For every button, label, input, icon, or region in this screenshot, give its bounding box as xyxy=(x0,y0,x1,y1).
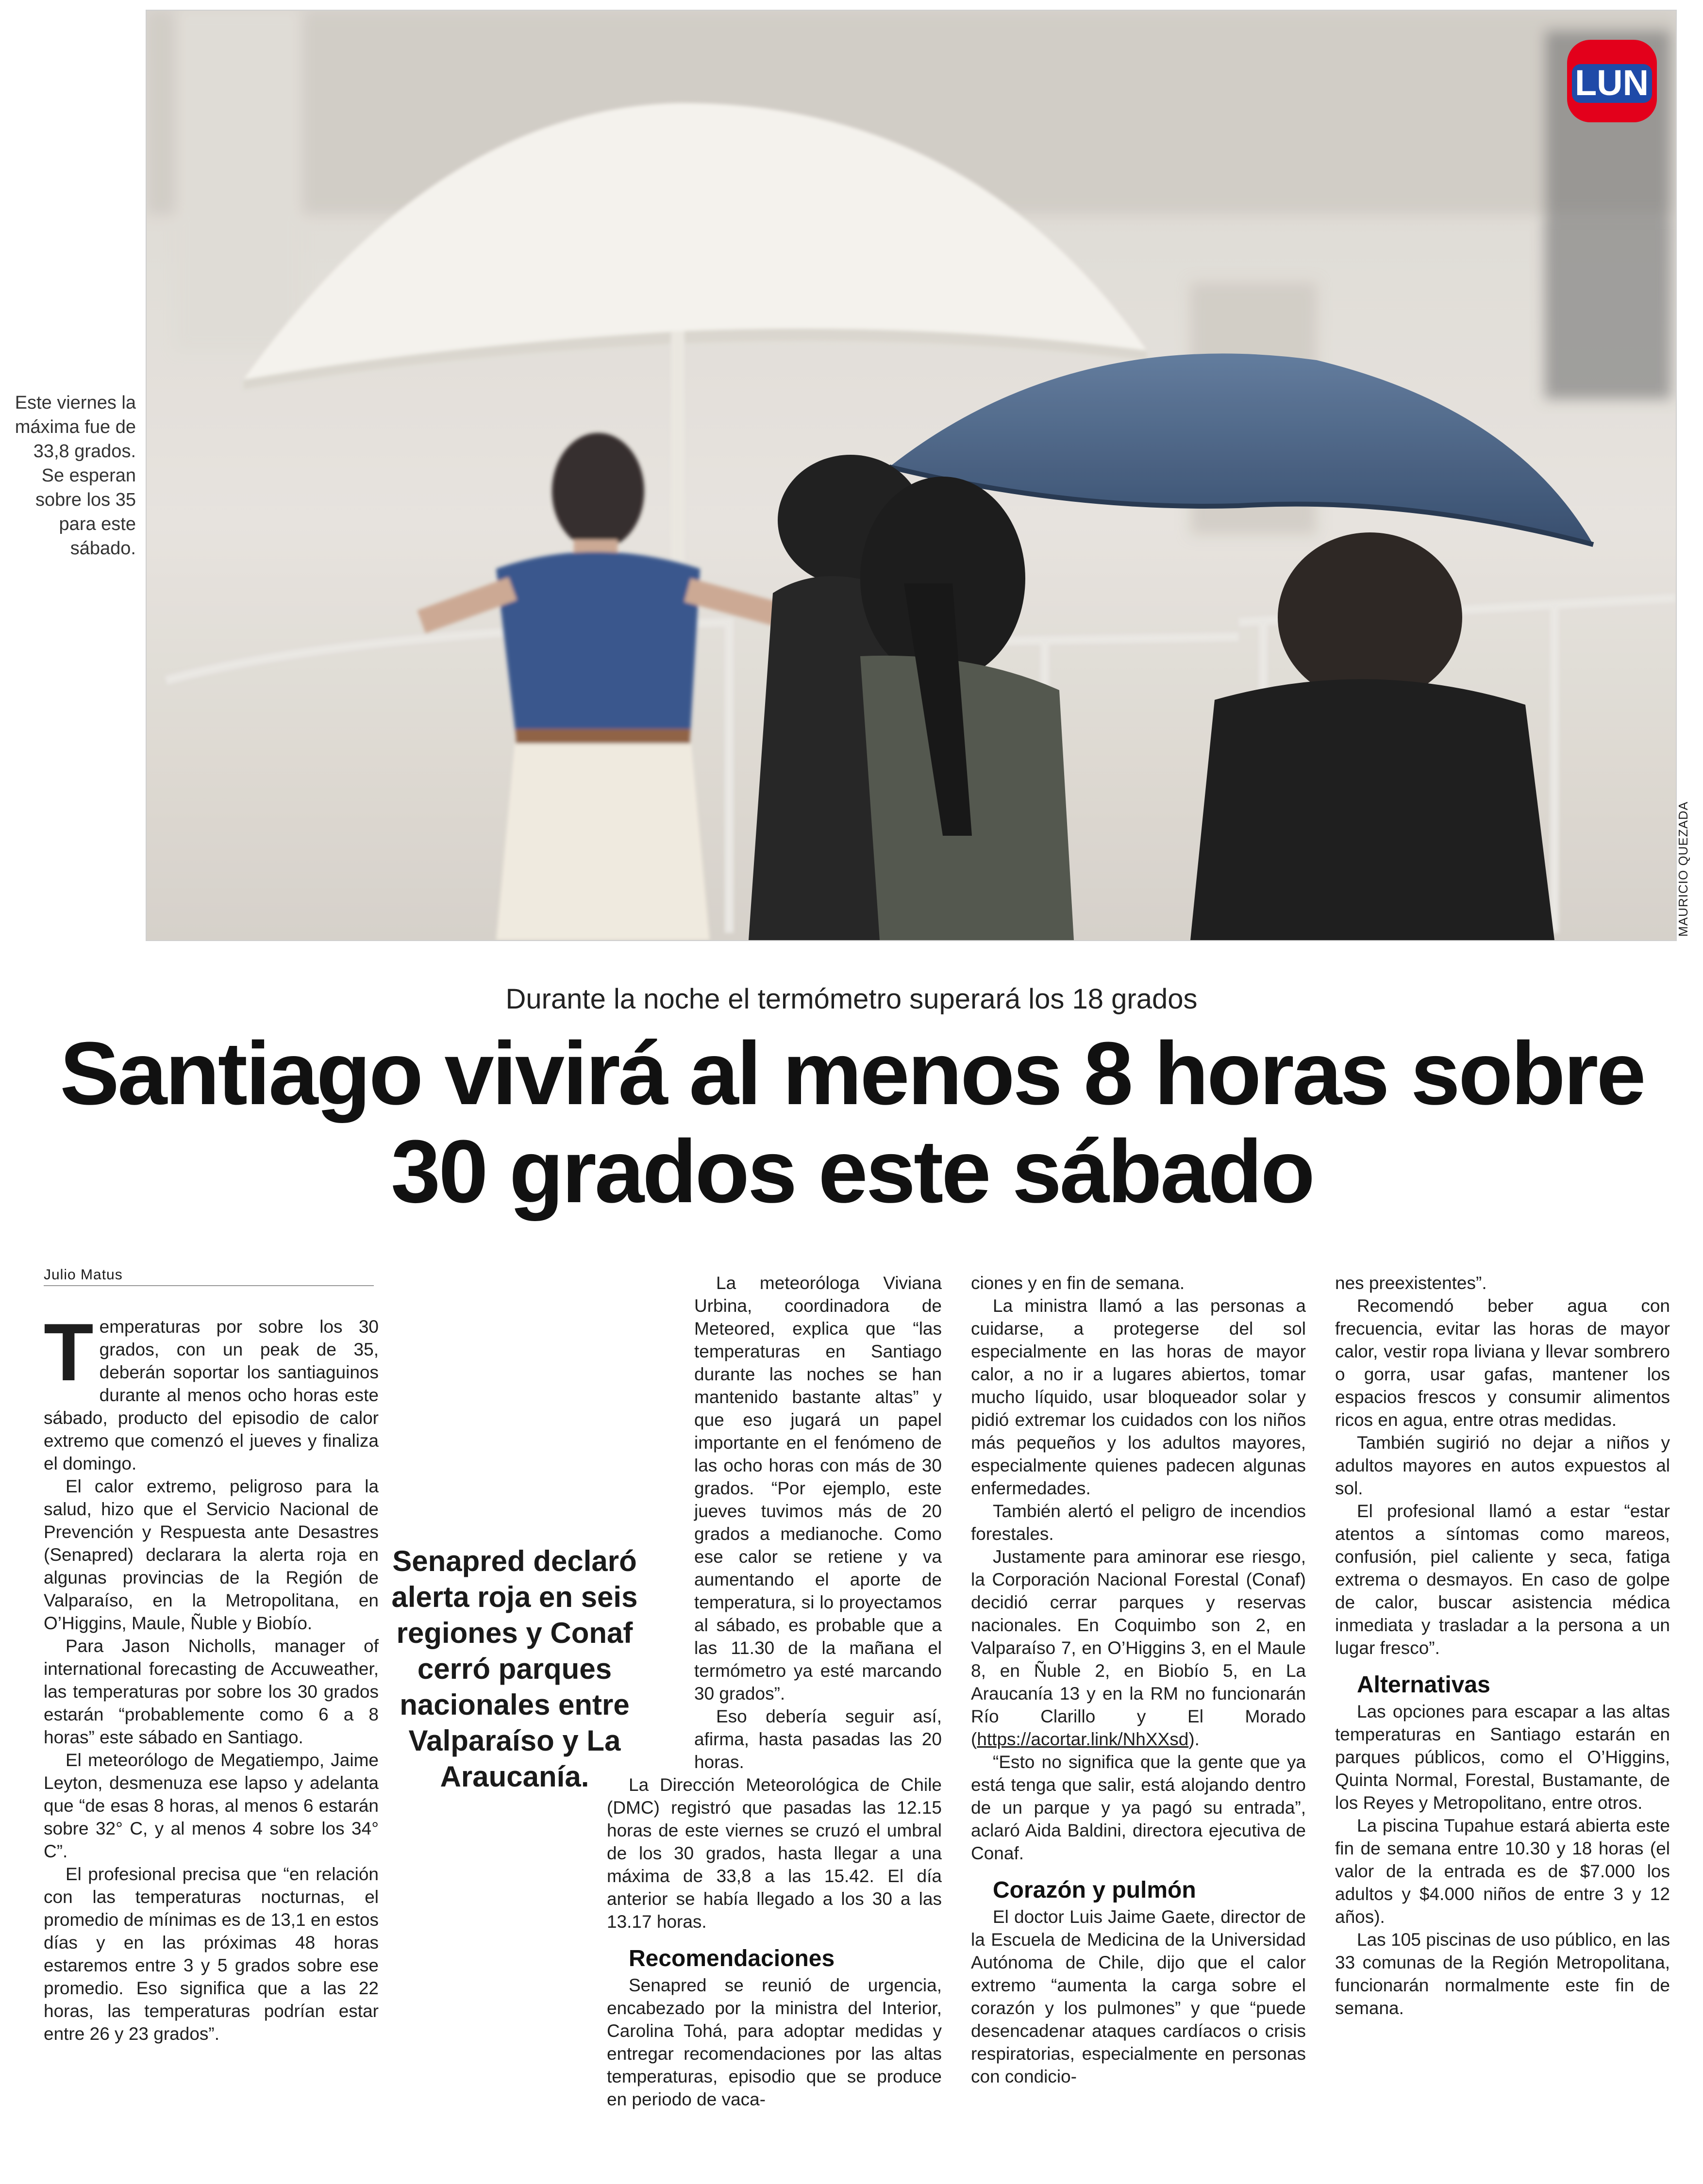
article-paragraph: El profesional precisa que “en relación con las temperaturas nocturnas, el promedio de mínimas es de 13,1 en estos días y en las próximas 48 horas estaremos entre 3 y 5 grados sobre ese promedio. Eso significa que a las 22 horas, las temperaturas podrían estar entre 26 y 23 grados”. xyxy=(44,1864,379,2044)
pull-quote-wrap-space xyxy=(607,1500,694,1771)
article-paragraph: También sugirió no dejar a niños y adultos mayores en autos expuestos al sol. xyxy=(1335,1433,1670,1498)
article-paragraph: El meteorólogo de Megatiempo, Jaime Leyton, desmenuza ese lapso y adelanta que “de esas 8 horas, al menos 6 estarán sobre 32° C, y al menos 4 sobre los 34° C”. xyxy=(44,1750,379,1861)
subhead-recomendaciones: Recomendaciones xyxy=(629,1946,835,1971)
headline-line-1: Santiago vivirá al menos 8 horas sobre xyxy=(60,1023,1644,1123)
photo-caption: Este viernes la máxima fue de 33,8 grados. Se esperan sobre los 35 para este sábado. xyxy=(15,393,136,559)
conaf-link[interactable]: https://acortar.link/NhXXsd xyxy=(977,1729,1189,1749)
article-paragraph: La ministra llamó a las personas a cuidarse, a protegerse del sol especialmente en las horas de mayor calor, a no ir a lugares abiertos, tomar mucho líquido, usar bloqueador solar y pidió extremar los cuidados con los niños más pequeños y los adultos mayores, especialmente quienes padecen algunas enfermedades. xyxy=(971,1296,1306,1498)
article-column-2 xyxy=(607,1272,942,2111)
subhead-alternativas: Alternativas xyxy=(1357,1672,1490,1698)
article-paragraph: Eso debería seguir así, afirma, hasta pasadas las 20 horas. xyxy=(694,1706,942,1772)
byline: Julio Matus xyxy=(44,1267,374,1286)
article-column-3 xyxy=(971,1272,1306,2088)
pull-quote: Senapred declaró alerta roja en seis regiones y Conaf cerró parques nacionales entre Valparaíso y La Araucanía. xyxy=(391,1545,638,1793)
article-paragraph: Las 105 piscinas de uso público, en las 33 comunas de la Región Metropolitana, funcionarán normalmente este fin de semana. xyxy=(1335,1930,1670,2018)
article-paragraph: nes preexistentes”. xyxy=(1335,1273,1487,1293)
article-paragraph: También alertó el peligro de incendios forestales. xyxy=(971,1501,1306,1544)
article-paragraph: El profesional llamó a estar “estar atentos a síntomas como mareos, confusión, piel caliente y seca, fatiga extrema o desmayos. En caso de golpe de calor, buscar asistencia médica inmediata y trasladar a la persona a un lugar fresco”. xyxy=(1335,1501,1670,1658)
news-photo xyxy=(146,10,1677,941)
article-paragraph: El doctor Luis Jaime Gaete, director de la Escuela de Medicina de la Universidad Autónoma de Chile, dijo que el calor extremo “aumenta la carga sobre el corazón y los pulmones” y que “puede desencadenar ataques cardíacos o crisis respiratorias, especialmente en personas con condicio- xyxy=(971,1907,1306,2086)
article-paragraph: Para Jason Nicholls, manager of international forecasting de Accuweather, las temperaturas por sobre los 30 grados estarán “probablemente como 6 a 8 horas” este sábado en Santiago. xyxy=(44,1636,379,1747)
lun-logo xyxy=(1567,40,1657,122)
article-paragraph: Temperaturas por sobre los 30 grados, con un peak de 35, deberán soportar los santiaguinos durante al menos ocho horas este sábado, producto del episodio de calor extremo que comenzó el jueves y finaliza el domingo. xyxy=(44,1307,379,1473)
article-column-4 xyxy=(1335,1272,1670,2019)
article-paragraph: La piscina Tupahue estará abierta este fin de semana entre 10.30 y 18 horas (el valor de la entrada es de $7.000 los adultos y $4.000 niños de entre 3 y 12 años). xyxy=(1335,1816,1670,1927)
headline-line-2: 30 grados este sábado xyxy=(391,1121,1313,1221)
kicker: Durante la noche el termómetro superará los 18 grados xyxy=(505,983,1198,1015)
article-paragraph: La Dirección Meteorológica de Chile (DMC) registró que pasadas las 12.15 horas de este viernes se cruzó el umbral de los 30 grados, hasta llegar a una máxima de 33,8 a las 15.42. El día anterior se había llegado a los 30 a las 13.17 horas. xyxy=(607,1775,942,1932)
article-paragraph: ciones y en fin de semana. xyxy=(971,1273,1185,1293)
drop-cap: T xyxy=(44,1307,94,1398)
photo-credit: MAURICIO QUEZADA xyxy=(1676,801,1690,937)
logo-text: LUN xyxy=(1574,63,1649,103)
article-paragraph: Recomendó beber agua con frecuencia, evitar las horas de mayor calor, vestir ropa liviana y llevar sombrero o gorra, usar gafas, mantener los espacios frescos y consumir alimentos ricos en agua, entre otras medidas. xyxy=(1335,1296,1670,1430)
article-paragraph: Senapred se reunió de urgencia, encabezado por la ministra del Interior, Carolina Tohá, para adoptar medidas y entregar recomendaciones por las altas temperaturas, episodio que se produce en periodo de vaca- xyxy=(607,1975,942,2109)
article-paragraph: Justamente para aminorar ese riesgo, la Corporación Nacional Forestal (Conaf) decidió cerrar parques y reservas nacionales. En Coquimbo son 2, en Valparaíso 7, en O’Higgins 3, en el Maule 8, en Ñuble 2, en Biobío 5, en La Araucanía 13 y en la RM no funcionarán Río Clarillo y El Morado (https://acortar.link/NhXXsd). xyxy=(971,1547,1306,1749)
subhead-corazon-pulmon: Corazón y pulmón xyxy=(993,1877,1196,1903)
headline xyxy=(19,1024,1685,1220)
article-paragraph: Las opciones para escapar a las altas temperaturas en Santiago estarán en parques públicos, como el O’Higgins, Quinta Normal, Forestal, Bustamante, de los Reyes y Metropolitano, entre otros. xyxy=(1335,1702,1670,1813)
article-paragraph: La meteoróloga Viviana Urbina, coordinadora de Meteored, explica que “las temperaturas en Santiago durante las noches se han mantenido bastante altas” y que eso jugará un papel importante en el fenómeno de las ocho horas con más de 30 grados. “Por ejemplo, este jueves tuvimos más de 20 grados a medianoche. Como ese calor se retiene y va aumentando el aporte de temperatura, si lo proyectamos al sábado, es probable que a las 11.30 de la mañana el termómetro ya esté marcando 30 grados”. xyxy=(694,1273,942,1704)
article-paragraph: El calor extremo, peligroso para la salud, hizo que el Servicio Nacional de Prevención y Respuesta ante Desastres (Senapred) declarara la alerta roja en algunas provincias de la Región de Valparaíso, en la Metropolitana, en O’Higgins, Maule, Ñuble y Biobío. xyxy=(44,1476,379,1633)
article-column-1 xyxy=(44,1307,379,2045)
article-paragraph: “Esto no significa que la gente que ya está tenga que salir, está alojando dentro de un parque y ya pagó su entrada”, aclaró Aida Baldini, directora ejecutiva de Conaf. xyxy=(971,1752,1306,1863)
photo-scene xyxy=(147,11,1676,940)
